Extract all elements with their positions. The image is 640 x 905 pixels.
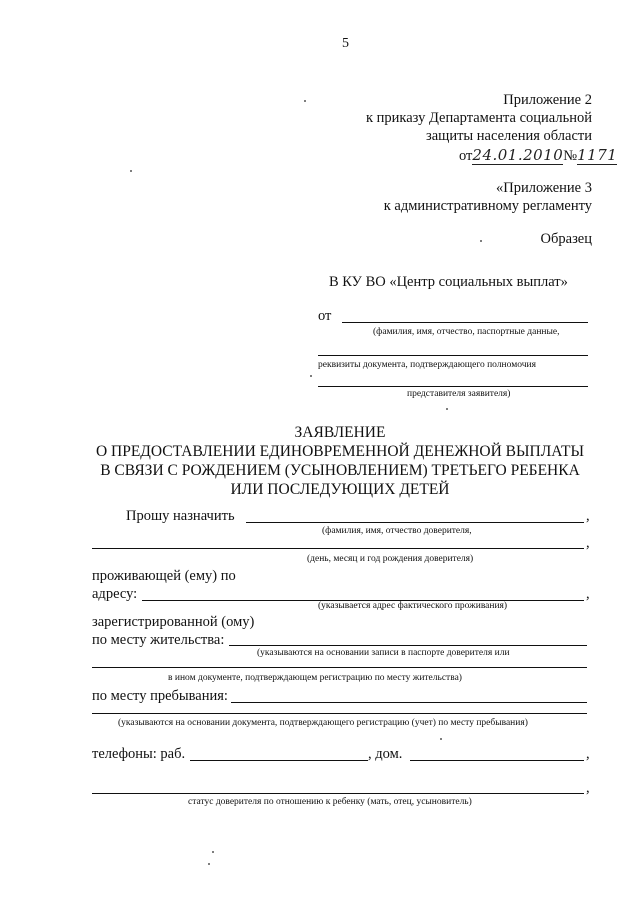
date-prefix: от bbox=[459, 148, 473, 164]
appendix-2-label: Приложение 2 bbox=[503, 92, 592, 108]
applicant-line-2 bbox=[318, 355, 588, 356]
stay-line-2 bbox=[92, 713, 587, 714]
residence-line bbox=[229, 645, 587, 646]
department-name: защиты населения области bbox=[426, 128, 592, 144]
comma-4: , bbox=[586, 746, 590, 762]
applicant-line-3 bbox=[318, 386, 588, 387]
residence-label: по месту жительства: bbox=[92, 632, 225, 648]
applicant-name-line bbox=[342, 322, 588, 323]
title-line-2: О ПРЕДОСТАВЛЕНИИ ЕДИНОВРЕМЕННОЙ ДЕНЕЖНОЙ ВЫПЛАТЫ bbox=[95, 443, 585, 460]
title-line-4: ИЛИ ПОСЛЕДУЮЩИХ ДЕТЕЙ bbox=[230, 481, 450, 498]
sample-label: Образец bbox=[540, 231, 592, 247]
trustee-birth-hint: (день, месяц и год рождения доверителя) bbox=[307, 554, 474, 564]
scan-speck bbox=[208, 863, 210, 865]
comma-1: , bbox=[586, 508, 590, 524]
comma-3: , bbox=[586, 586, 590, 602]
address-label: адресу: bbox=[92, 586, 138, 602]
title-line-3: В СВЯЗИ С РОЖДЕНИЕМ (УСЫНОВЛЕНИЕМ) ТРЕТЬЕГО РЕБЕНКА bbox=[100, 462, 580, 479]
trustee-birth-line bbox=[92, 548, 584, 549]
applicant-hint-2: реквизиты документа, подтверждающего полномочия bbox=[318, 360, 536, 370]
residing-label: проживающей (ему) по bbox=[92, 568, 236, 584]
scan-speck bbox=[480, 240, 482, 242]
address-hint: (указывается адрес фактического проживания) bbox=[318, 601, 508, 611]
stay-label: по месту пребывания: bbox=[92, 688, 228, 704]
status-line bbox=[92, 793, 584, 794]
number-sign: № bbox=[563, 148, 578, 164]
handwritten-number: 1171 bbox=[577, 146, 618, 164]
stay-line bbox=[231, 702, 587, 703]
comma-5: , bbox=[586, 780, 590, 796]
home-phone-label: , дом. bbox=[368, 746, 403, 762]
regulation-reference: к административному регламенту bbox=[383, 198, 592, 214]
registered-label: зарегистрированной (ому) bbox=[92, 614, 255, 630]
addressee-org: В КУ ВО «Центр социальных выплат» bbox=[329, 274, 568, 290]
residence-hint: (указываются на основании записи в паспорте доверителя или bbox=[257, 648, 510, 658]
order-reference: к приказу Департамента социальной bbox=[365, 110, 592, 126]
stay-hint: (указываются на основании документа, подтверждающего регистрацию (учет) по месту пребывания) bbox=[118, 718, 528, 728]
appendix-3-label: «Приложение 3 bbox=[496, 180, 592, 196]
residence-hint-2: в ином документе, подтверждающем регистрацию по месту жительства) bbox=[168, 673, 462, 683]
page-number: 5 bbox=[342, 36, 349, 51]
comma-2: , bbox=[586, 535, 590, 551]
order-date-line bbox=[459, 146, 617, 165]
document-title bbox=[0, 423, 640, 499]
residence-line-2 bbox=[92, 667, 587, 668]
trustee-name-hint: (фамилия, имя, отчество доверителя, bbox=[322, 526, 472, 536]
scan-speck bbox=[212, 851, 214, 853]
trustee-name-line bbox=[246, 522, 584, 523]
scan-speck bbox=[440, 738, 442, 740]
title-line-1: ЗАЯВЛЕНИЕ bbox=[294, 424, 386, 441]
request-label: Прошу назначить bbox=[126, 508, 235, 524]
scan-speck bbox=[130, 170, 132, 172]
applicant-hint-3: представителя заявителя) bbox=[407, 389, 511, 399]
applicant-hint-1: (фамилия, имя, отчество, паспортные данные, bbox=[373, 327, 560, 337]
scan-speck bbox=[304, 100, 306, 102]
home-phone-line bbox=[410, 760, 584, 761]
scan-speck bbox=[310, 375, 312, 377]
work-phone-line bbox=[190, 760, 368, 761]
from-label: от bbox=[318, 308, 332, 324]
scan-speck bbox=[446, 408, 448, 410]
handwritten-date: 24.01.2010 bbox=[472, 146, 564, 164]
status-hint: статус доверителя по отношению к ребенку (мать, отец, усыновитель) bbox=[188, 797, 472, 807]
phones-label: телефоны: раб. bbox=[92, 746, 186, 762]
